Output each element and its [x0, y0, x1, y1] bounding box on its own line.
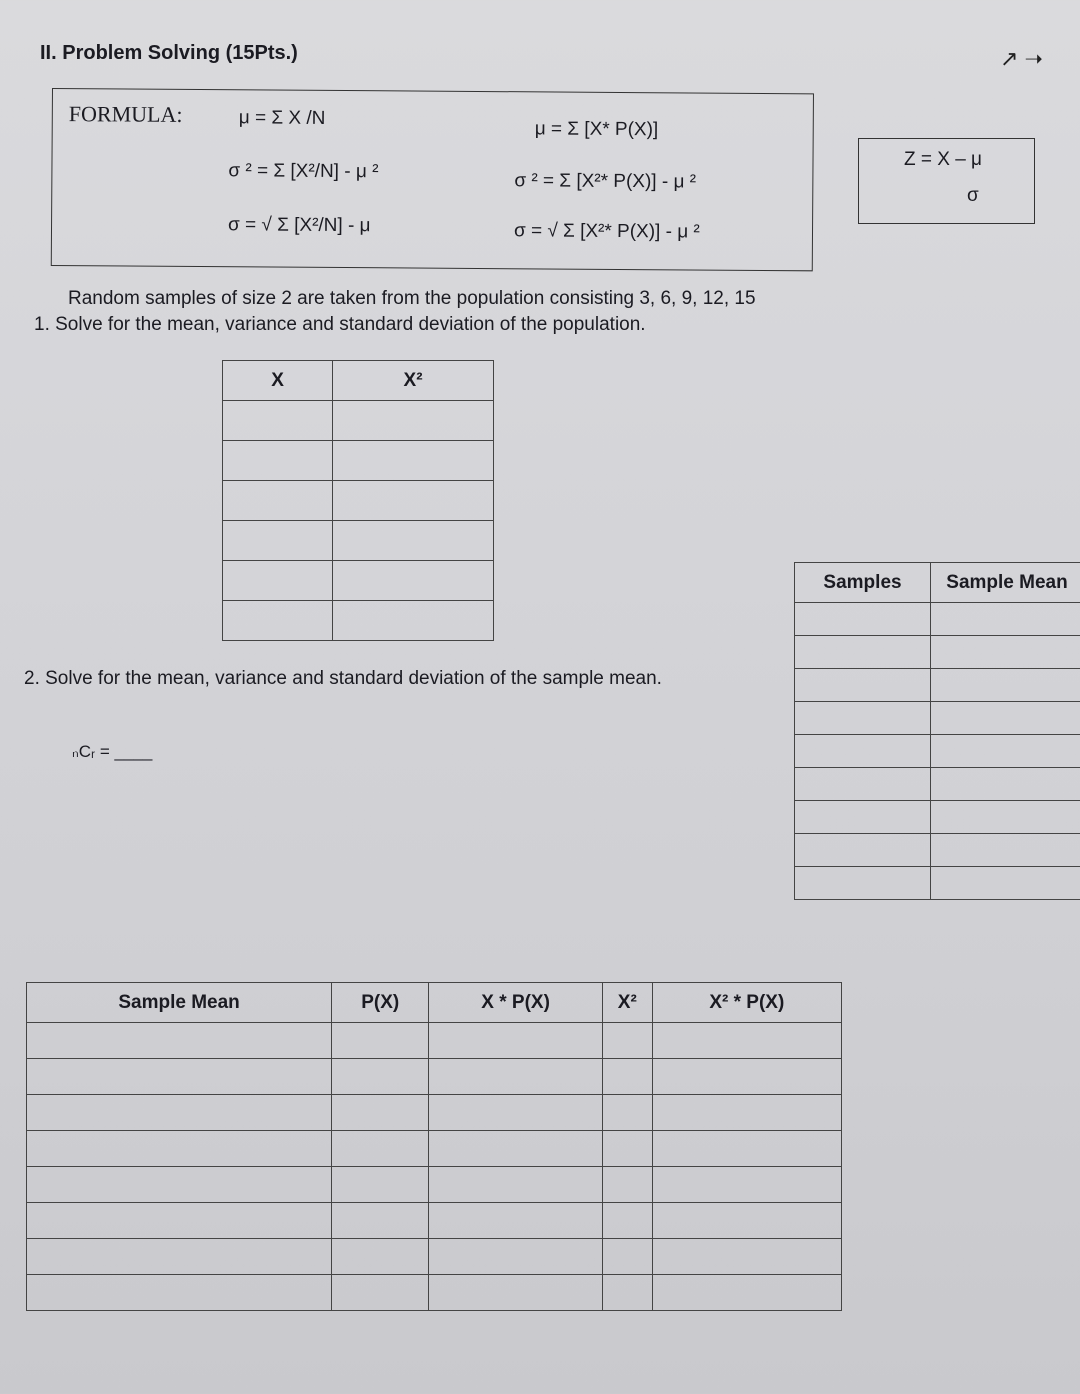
table-row: [223, 601, 494, 641]
formula-mean-pop: μ = Σ X /N: [238, 107, 326, 129]
table-row: [795, 735, 1080, 768]
formula-sd-pop: σ = √ Σ [X²/N] - μ: [227, 214, 371, 237]
col-header-x: X: [223, 361, 333, 401]
col-header-x-times-px: X * P(X): [429, 983, 603, 1023]
col-header-px: P(X): [332, 983, 429, 1023]
col-header-sample-mean: Sample Mean: [931, 563, 1080, 603]
col-header-samples: Samples: [795, 563, 931, 603]
table-row: [795, 702, 1080, 735]
formula-variance-pop: σ ² = Σ [X²/N] - μ ²: [228, 160, 379, 183]
section-heading: II. Problem Solving (15Pts.): [40, 42, 298, 64]
formula-sd-prob: σ = √ Σ [X²* P(X)] - μ ²: [513, 220, 700, 243]
table-probability-distribution: [26, 982, 842, 1311]
z-formula-numerator: Z = X – μ: [904, 149, 983, 170]
col-header-sample-mean: Sample Mean: [27, 983, 332, 1023]
table-row: [27, 1131, 842, 1167]
formula-mean-prob: μ = Σ [X* P(X)]: [534, 118, 659, 141]
table-row: [795, 768, 1080, 801]
table-row: [27, 1095, 842, 1131]
table-row: [795, 801, 1080, 834]
problem-intro: Random samples of size 2 are taken from the population consisting 3, 6, 9, 12, 15: [68, 288, 756, 309]
formula-label: FORMULA:: [68, 101, 183, 127]
combination-label: ₙCᵣ = ____: [72, 742, 153, 761]
col-header-x-squared: X²: [333, 361, 494, 401]
table-row: [223, 481, 494, 521]
table-row: [795, 834, 1080, 867]
z-formula-denominator: σ: [967, 185, 979, 206]
table-row: [795, 603, 1080, 636]
question-1: 1. Solve for the mean, variance and standard deviation of the population.: [34, 314, 646, 335]
table-x-xsquared: [222, 360, 494, 641]
table-row: [27, 1239, 842, 1275]
formula-box: [51, 88, 814, 271]
question-2: 2. Solve for the mean, variance and standard deviation of the sample mean.: [24, 668, 662, 689]
table-row: [223, 441, 494, 481]
table-samples: [794, 562, 1080, 900]
table-row: [795, 636, 1080, 669]
pen-mark: ↗ ➝: [1000, 46, 1043, 71]
table-row: [27, 1059, 842, 1095]
table-row: [795, 669, 1080, 702]
table-row: [27, 1167, 842, 1203]
table-row: [27, 1203, 842, 1239]
table-row: [27, 1275, 842, 1311]
z-score-formula-box: [858, 138, 1035, 224]
table-row: [223, 521, 494, 561]
col-header-x-squared-times-px: X² * P(X): [652, 983, 841, 1023]
table-row: [795, 867, 1080, 900]
formula-variance-prob: σ ² = Σ [X²* P(X)] - μ ²: [514, 170, 697, 193]
table-row: [223, 401, 494, 441]
table-row: [223, 561, 494, 601]
col-header-x-squared: X²: [602, 983, 652, 1023]
table-row: [27, 1023, 842, 1059]
